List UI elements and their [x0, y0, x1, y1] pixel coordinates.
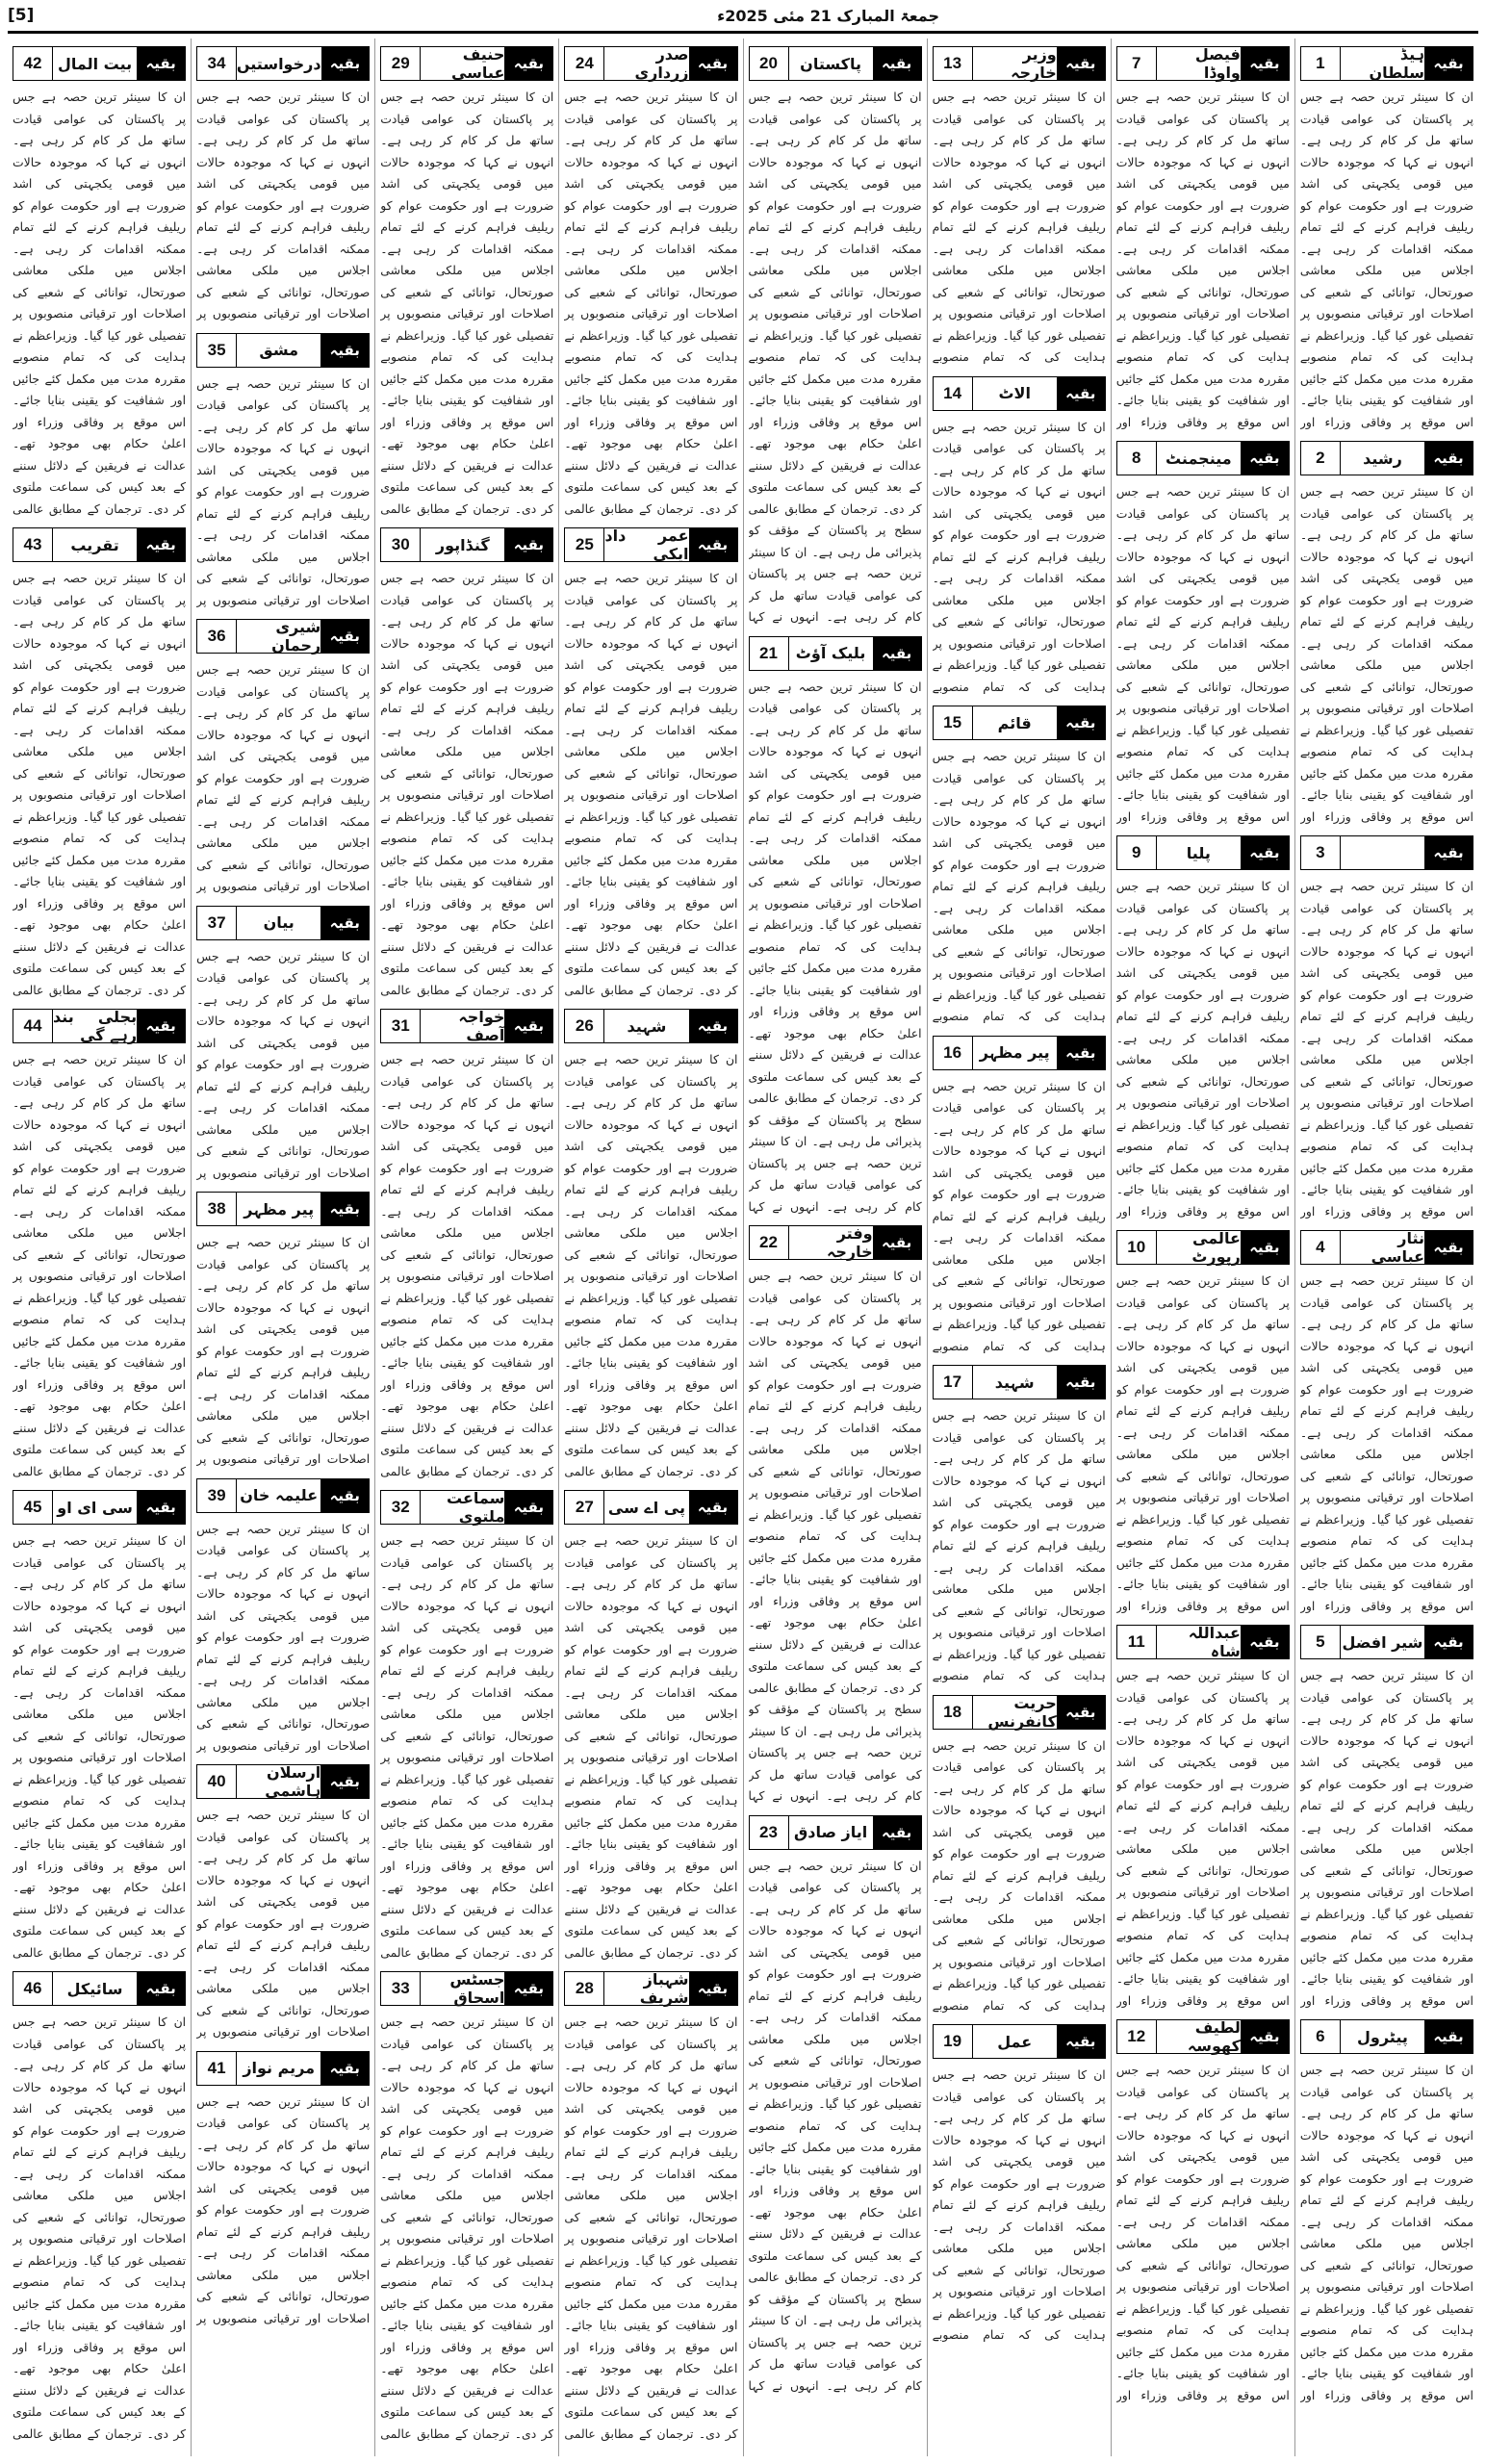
continuation-number: 12 — [1117, 2020, 1156, 2053]
article-body-text: ان کا سینئر ترین حصہ ہے جس پر پاکستان کی عوامی قیادت ساتھ مل کر کام کر رہی ہے۔ انہوں نے کہا کہ موجودہ حالات میں قومی یکجہتی کی اشد ضرورت ہے اور حکومت عوام کو ریلیف فراہم کرنے کے لئے تمام ممکنہ اقدامات کر رہی ہے۔ اجلاس میں ملکی معاشی صورتحال، توانائی کے شعبے کی اصلاحات اور ترقیاتی منصوبوں پر — [196, 1808, 371, 2039]
article-body-text: ان کا سینئر ترین حصہ ہے جس پر پاکستان کی عوامی قیادت ساتھ مل کر کام کر رہی ہے۔ انہوں نے کہا کہ موجودہ حالات میں قومی یکجہتی کی اشد ضرورت ہے اور حکومت عوام کو ریلیف فراہم کرنے کے لئے تمام ممکنہ اقدامات کر رہی ہے۔ اجلاس میں ملکی معاشی صورتحال، توانائی کے شعبے کی اصلاحات اور ترقیاتی منصوبوں پر تفصیلی غور کیا گیا۔ وزیراعظم نے ہدایت کی کہ تمام منصوبے — [932, 90, 1106, 364]
continuation-heading — [564, 46, 737, 81]
continuation-heading — [1300, 1625, 1473, 1659]
continuation-number: 30 — [381, 528, 420, 561]
continuation-number: 4 — [1301, 1231, 1340, 1264]
continuation-tag: بقیہ — [1424, 1231, 1473, 1264]
continuation-heading — [933, 46, 1106, 81]
continuation-heading — [13, 1971, 186, 2006]
continuation-number: 18 — [934, 1696, 972, 1729]
continuation-tag: بقیہ — [1241, 2020, 1289, 2053]
continuation-heading — [749, 636, 922, 671]
continuation-number: 34 — [197, 47, 236, 80]
continuation-heading — [13, 1009, 186, 1043]
continuation-title: جسٹس اسحاق — [420, 1972, 504, 2005]
article-body-text: ان کا سینئر ترین حصہ ہے جس پر پاکستان کی عوامی قیادت ساتھ مل کر کام کر رہی ہے۔ انہوں نے کہا کہ موجودہ حالات میں قومی یکجہتی کی اشد ضرورت ہے اور حکومت عوام کو ریلیف فراہم کرنے کے لئے تمام ممکنہ اقدامات کر رہی ہے۔ اجلاس میں ملکی معاشی صورتحال، توانائی کے شعبے کی اصلاحات اور ترقیاتی منصوبوں پر تفصیلی غور کیا گیا۔ وزیراعظم نے ہدایت کی کہ تمام منصوبے مقررہ مدت میں مکمل کئے جائیں اور شفافیت کو یقینی بنایا جائے۔ اس موقع پر وفاقی وزراء اور اعلیٰ حکام بھی موجود تھے۔ عدالت نے فریقین کے دلائل سننے کے بعد کیس کی سماعت ملتوی کر دی۔ ترجمان کے مطابق عالمی — [564, 571, 738, 997]
article-body-text: ان کا سینئر ترین حصہ ہے جس پر پاکستان کی عوامی قیادت ساتھ مل کر کام کر رہی ہے۔ انہوں نے کہا کہ موجودہ حالات میں قومی یکجہتی کی اشد ضرورت ہے اور حکومت عوام کو ریلیف فراہم کرنے کے لئے تمام ممکنہ اقدامات کر رہی ہے۔ اجلاس میں ملکی معاشی صورتحال، توانائی کے شعبے کی اصلاحات اور ترقیاتی منصوبوں پر — [196, 375, 371, 607]
continuation-tag: بقیہ — [137, 47, 185, 80]
continuation-tag: بقیہ — [320, 1193, 369, 1225]
continuation-number: 19 — [934, 2025, 972, 2058]
continuation-heading — [196, 46, 370, 81]
issue-date: جمعۃ المبارک 21 مئی 2025ء — [717, 6, 939, 25]
continuation-tag: بقیہ — [504, 1491, 552, 1524]
continuation-heading — [13, 46, 186, 81]
article-body-text: ان کا سینئر ترین حصہ ہے جس پر پاکستان کی عوامی قیادت ساتھ مل کر کام کر رہی ہے۔ انہوں نے کہا کہ موجودہ حالات میں قومی یکجہتی کی اشد ضرورت ہے اور حکومت عوام کو ریلیف فراہم کرنے کے لئے تمام ممکنہ اقدامات کر رہی ہے۔ اجلاس میں ملکی معاشی صورتحال، توانائی کے شعبے کی اصلاحات اور ترقیاتی منصوبوں پر — [196, 2093, 371, 2325]
continuation-tag: بقیہ — [1241, 1231, 1289, 1264]
article-body-text: ان کا سینئر ترین حصہ ہے جس پر پاکستان کی عوامی قیادت ساتھ مل کر کام کر رہی ہے۔ انہوں نے کہا کہ موجودہ حالات میں قومی یکجہتی کی اشد ضرورت ہے اور حکومت عوام کو ریلیف فراہم کرنے کے لئے تمام ممکنہ اقدامات کر رہی ہے۔ اجلاس میں ملکی معاشی صورتحال، توانائی کے شعبے کی اصلاحات اور ترقیاتی منصوبوں پر تفصیلی غور کیا گیا۔ وزیراعظم نے ہدایت کی کہ تمام منصوبے مقررہ مدت میں مکمل کئے جائیں اور شفافیت کو یقینی بنایا جائے۔ اس موقع پر وفاقی وزراء اور — [1299, 1668, 1473, 2008]
continuation-title: سماعت ملتوی — [420, 1491, 504, 1524]
continuation-number: 27 — [565, 1491, 603, 1524]
continuation-heading — [1300, 46, 1473, 81]
continuation-number: 24 — [565, 47, 603, 80]
article-body-text: ان کا سینئر ترین حصہ ہے جس پر پاکستان کی عوامی قیادت ساتھ مل کر کام کر رہی ہے۔ انہوں نے کہا کہ موجودہ حالات میں قومی یکجہتی کی اشد ضرورت ہے اور حکومت عوام کو ریلیف فراہم کرنے کے لئے تمام ممکنہ اقدامات کر رہی ہے۔ اجلاس میں ملکی معاشی صورتحال، توانائی کے شعبے کی اصلاحات اور ترقیاتی منصوبوں پر تفصیلی غور کیا گیا۔ وزیراعظم نے ہدایت کی کہ تمام منصوبے مقررہ مدت میں مکمل کئے جائیں اور شفافیت کو یقینی بنایا جائے۔ اس موقع پر وفاقی وزراء اور — [1115, 90, 1290, 429]
page-header — [8, 4, 1478, 27]
continuation-number: 44 — [13, 1010, 52, 1042]
continuation-heading — [1300, 835, 1473, 870]
article-body-text: ان کا سینئر ترین حصہ ہے جس پر پاکستان کی عوامی قیادت ساتھ مل کر کام کر رہی ہے۔ انہوں نے کہا کہ موجودہ حالات میں قومی یکجہتی کی اشد ضرورت ہے اور حکومت عوام کو ریلیف فراہم کرنے کے لئے تمام ممکنہ اقدامات کر رہی ہے۔ اجلاس میں ملکی معاشی صورتحال، توانائی کے شعبے کی اصلاحات اور ترقیاتی منصوبوں پر تفصیلی غور کیا گیا۔ وزیراعظم نے ہدایت کی کہ تمام منصوبے مقررہ مدت میں مکمل کئے جائیں اور شفافیت کو یقینی بنایا جائے۔ اس موقع پر وفاقی وزراء اور اعلیٰ حکام بھی موجود تھے۔ عدالت نے فریقین کے دلائل سننے کے بعد کیس کی سماعت ملتوی کر دی۔ ترجمان کے مطابق عالمی سطح پر پاکستان کے مؤقف کو پذیرائی مل رہی ہے۔ ان کا سینئر ترین حصہ ہے جس پر پاکستان کی عوامی قیادت ساتھ مل کر کام کر رہی ہے۔ انہوں نے کہا — [748, 90, 922, 624]
continuation-title: ایاز صادق — [788, 1816, 873, 1849]
continuation-title: خواجہ آصف — [420, 1010, 504, 1042]
continuation-number: 33 — [381, 1972, 420, 2005]
continuation-title: حریت کانفرنس — [972, 1696, 1057, 1729]
continuation-title: عبداللہ شاہ — [1156, 1626, 1241, 1658]
continuation-tag: بقیہ — [1241, 442, 1289, 475]
continuation-tag: بقیہ — [137, 1010, 185, 1042]
article-body-text: ان کا سینئر ترین حصہ ہے جس پر پاکستان کی عوامی قیادت ساتھ مل کر کام کر رہی ہے۔ انہوں نے کہا کہ موجودہ حالات میں قومی یکجہتی کی اشد ضرورت ہے اور حکومت عوام کو ریلیف فراہم کرنے کے لئے تمام ممکنہ اقدامات کر رہی ہے۔ اجلاس میں ملکی معاشی صورتحال، توانائی کے شعبے کی اصلاحات اور ترقیاتی منصوبوں پر تفصیلی غور کیا گیا۔ وزیراعظم نے ہدایت کی کہ تمام منصوبے مقررہ مدت میں مکمل کئے جائیں اور شفافیت کو یقینی بنایا جائے۔ اس موقع پر وفاقی وزراء اور — [1299, 484, 1473, 824]
continuation-title: بیت المال — [52, 47, 137, 80]
continuation-heading — [1300, 1230, 1473, 1265]
continuation-heading — [1116, 46, 1290, 81]
article-body-text: ان کا سینئر ترین حصہ ہے جس پر پاکستان کی عوامی قیادت ساتھ مل کر کام کر رہی ہے۔ انہوں نے کہا کہ موجودہ حالات میں قومی یکجہتی کی اشد ضرورت ہے اور حکومت عوام کو ریلیف فراہم کرنے کے لئے تمام ممکنہ اقدامات کر رہی ہے۔ اجلاس میں ملکی معاشی صورتحال، توانائی کے شعبے کی اصلاحات اور ترقیاتی منصوبوں پر تفصیلی غور کیا گیا۔ وزیراعظم نے ہدایت کی کہ تمام منصوبے مقررہ مدت میں مکمل کئے جائیں اور شفافیت کو یقینی بنایا جائے۔ اس موقع پر وفاقی وزراء اور اعلیٰ حکام بھی موجود تھے۔ عدالت نے فریقین کے دلائل سننے کے بعد کیس کی سماعت ملتوی کر دی۔ ترجمان کے مطابق عالمی — [564, 1052, 738, 1478]
continuation-number: 2 — [1301, 442, 1340, 475]
continuation-tag: بقیہ — [1241, 836, 1289, 869]
article-body-text: ان کا سینئر ترین حصہ ہے جس پر پاکستان کی عوامی قیادت ساتھ مل کر کام کر رہی ہے۔ انہوں نے کہا کہ موجودہ حالات میں قومی یکجہتی کی اشد ضرورت ہے اور حکومت عوام کو ریلیف فراہم کرنے کے لئے تمام ممکنہ اقدامات کر رہی ہے۔ اجلاس میں ملکی معاشی صورتحال، توانائی کے شعبے کی اصلاحات اور ترقیاتی منصوبوں پر تفصیلی غور کیا گیا۔ وزیراعظم نے ہدایت کی کہ تمام منصوبے — [932, 1737, 1106, 2013]
article-body-text: ان کا سینئر ترین حصہ ہے جس پر پاکستان کی عوامی قیادت ساتھ مل کر کام کر رہی ہے۔ انہوں نے کہا کہ موجودہ حالات میں قومی یکجہتی کی اشد ضرورت ہے اور حکومت عوام کو ریلیف فراہم کرنے کے لئے تمام ممکنہ اقدامات کر رہی ہے۔ اجلاس میں ملکی معاشی صورتحال، توانائی کے شعبے کی اصلاحات اور ترقیاتی منصوبوں پر تفصیلی غور کیا گیا۔ وزیراعظم نے ہدایت کی کہ تمام منصوبے مقررہ مدت میں مکمل کئے جائیں اور شفافیت کو یقینی بنایا جائے۔ اس موقع پر وفاقی وزراء اور اعلیٰ حکام بھی موجود تھے۔ عدالت نے فریقین کے دلائل سننے کے بعد کیس کی سماعت ملتوی کر دی۔ ترجمان کے مطابق عالمی — [564, 2015, 738, 2441]
continuation-tag: بقیہ — [689, 1010, 737, 1042]
article-body-text: ان کا سینئر ترین حصہ ہے جس پر پاکستان کی عوامی قیادت ساتھ مل کر کام کر رہی ہے۔ انہوں نے کہا کہ موجودہ حالات میں قومی یکجہتی کی اشد ضرورت ہے اور حکومت عوام کو ریلیف فراہم کرنے کے لئے تمام ممکنہ اقدامات کر رہی ہے۔ اجلاس میں ملکی معاشی صورتحال، توانائی کے شعبے کی اصلاحات اور ترقیاتی منصوبوں پر تفصیلی غور کیا گیا۔ وزیراعظم نے ہدایت کی کہ تمام منصوبے مقررہ مدت میں مکمل کئے جائیں اور شفافیت کو یقینی بنایا جائے۔ اس موقع پر وفاقی وزراء اور اعلیٰ حکام بھی موجود تھے۔ عدالت نے فریقین کے دلائل سننے کے بعد کیس کی سماعت ملتوی کر دی۔ ترجمان کے مطابق عالمی — [13, 90, 187, 516]
article-body-text: ان کا سینئر ترین حصہ ہے جس پر پاکستان کی عوامی قیادت ساتھ مل کر کام کر رہی ہے۔ انہوں نے کہا کہ موجودہ حالات میں قومی یکجہتی کی اشد ضرورت ہے اور حکومت عوام کو ریلیف فراہم کرنے کے لئے تمام ممکنہ اقدامات کر رہی ہے۔ اجلاس میں ملکی معاشی صورتحال، توانائی کے شعبے کی اصلاحات اور ترقیاتی منصوبوں پر تفصیلی غور کیا گیا۔ وزیراعظم نے ہدایت کی کہ تمام منصوبے — [932, 2067, 1106, 2342]
continuation-heading — [564, 1971, 737, 2006]
continuation-number: 46 — [13, 1972, 52, 2005]
continuation-title: پیر مظہر — [972, 1037, 1057, 1069]
article-body-text: ان کا سینئر ترین حصہ ہے جس پر پاکستان کی عوامی قیادت ساتھ مل کر کام کر رہی ہے۔ انہوں نے کہا کہ موجودہ حالات میں قومی یکجہتی کی اشد ضرورت ہے اور حکومت عوام کو ریلیف فراہم کرنے کے لئے تمام ممکنہ اقدامات کر رہی ہے۔ اجلاس میں ملکی معاشی صورتحال، توانائی کے شعبے کی اصلاحات اور ترقیاتی منصوبوں پر تفصیلی غور کیا گیا۔ وزیراعظم نے ہدایت کی کہ تمام منصوبے مقررہ مدت میں مکمل کئے جائیں اور شفافیت کو یقینی بنایا جائے۔ اس موقع پر وفاقی وزراء اور اعلیٰ حکام بھی موجود تھے۔ عدالت نے فریقین کے دلائل سننے کے بعد کیس کی سماعت ملتوی کر دی۔ ترجمان کے مطابق عالمی — [380, 2015, 554, 2441]
continuation-title: پلیا — [1156, 836, 1241, 869]
continuation-tag: بقیہ — [1057, 706, 1105, 739]
continuation-title: عمر داد ایکی — [604, 526, 689, 563]
continuation-title: لطیف کھوسہ — [1156, 2020, 1241, 2053]
continuation-number: 3 — [1301, 836, 1340, 869]
continuation-number: 14 — [934, 377, 972, 410]
continuation-number: 26 — [565, 1010, 603, 1042]
continuation-tag: بقیہ — [1057, 1366, 1105, 1399]
columns-container — [8, 38, 1478, 2456]
continuation-title: بیان — [236, 907, 320, 939]
continuation-heading — [1116, 2019, 1290, 2054]
article-body-text: ان کا سینئر ترین حصہ ہے جس پر پاکستان کی عوامی قیادت ساتھ مل کر کام کر رہی ہے۔ انہوں نے کہا کہ موجودہ حالات میں قومی یکجہتی کی اشد ضرورت ہے اور حکومت عوام کو ریلیف فراہم کرنے کے لئے تمام ممکنہ اقدامات کر رہی ہے۔ اجلاس میں ملکی معاشی صورتحال، توانائی کے شعبے کی اصلاحات اور ترقیاتی منصوبوں پر تفصیلی غور کیا گیا۔ وزیراعظم نے ہدایت کی کہ تمام منصوبے مقررہ مدت میں مکمل کئے جائیں اور شفافیت کو یقینی بنایا جائے۔ اس موقع پر وفاقی وزراء اور اعلیٰ حکام بھی موجود تھے۔ عدالت نے فریقین کے دلائل سننے کے بعد کیس کی سماعت ملتوی کر دی۔ ترجمان کے مطابق عالمی — [564, 1533, 738, 1960]
continuation-heading — [196, 1764, 370, 1799]
article-body-text: ان کا سینئر ترین حصہ ہے جس پر پاکستان کی عوامی قیادت ساتھ مل کر کام کر رہی ہے۔ انہوں نے کہا کہ موجودہ حالات میں قومی یکجہتی کی اشد ضرورت ہے اور حکومت عوام کو ریلیف فراہم کرنے کے لئے تمام ممکنہ اقدامات کر رہی ہے۔ اجلاس میں ملکی معاشی صورتحال، توانائی کے شعبے کی اصلاحات اور ترقیاتی منصوبوں پر تفصیلی غور کیا گیا۔ وزیراعظم نے ہدایت کی کہ تمام منصوبے مقررہ مدت میں مکمل کئے جائیں اور شفافیت کو یقینی بنایا جائے۔ اس موقع پر وفاقی وزراء اور — [1115, 1273, 1290, 1613]
continuation-number: 15 — [934, 706, 972, 739]
continuation-title: پیر مظہر — [236, 1193, 320, 1225]
article-body-text: ان کا سینئر ترین حصہ ہے جس پر پاکستان کی عوامی قیادت ساتھ مل کر کام کر رہی ہے۔ انہوں نے کہا کہ موجودہ حالات میں قومی یکجہتی کی اشد ضرورت ہے اور حکومت عوام کو ریلیف فراہم کرنے کے لئے تمام ممکنہ اقدامات کر رہی ہے۔ اجلاس میں ملکی معاشی صورتحال، توانائی کے شعبے کی اصلاحات اور ترقیاتی منصوبوں پر تفصیلی غور کیا گیا۔ وزیراعظم نے ہدایت کی کہ تمام منصوبے مقررہ مدت میں مکمل کئے جائیں اور شفافیت کو یقینی بنایا جائے۔ اس موقع پر وفاقی وزراء اور اعلیٰ حکام بھی موجود تھے۔ عدالت نے فریقین کے دلائل سننے کے بعد کیس کی سماعت ملتوی کر دی۔ ترجمان کے مطابق عالمی — [380, 1533, 554, 1960]
continuation-title: بلیک آؤٹ — [788, 637, 873, 670]
article-body-text: ان کا سینئر ترین حصہ ہے جس پر پاکستان کی عوامی قیادت ساتھ مل کر کام کر رہی ہے۔ انہوں نے کہا کہ موجودہ حالات میں قومی یکجہتی کی اشد ضرورت ہے اور حکومت عوام کو ریلیف فراہم کرنے کے لئے تمام ممکنہ اقدامات کر رہی ہے۔ اجلاس میں ملکی معاشی صورتحال، توانائی کے شعبے کی اصلاحات اور ترقیاتی منصوبوں پر تفصیلی غور کیا گیا۔ وزیراعظم نے ہدایت کی کہ تمام منصوبے مقررہ مدت میں مکمل کئے جائیں اور شفافیت کو یقینی بنایا جائے۔ اس موقع پر وفاقی وزراء اور اعلیٰ حکام بھی موجود تھے۔ عدالت نے فریقین کے دلائل سننے کے بعد کیس کی سماعت ملتوی کر دی۔ ترجمان کے مطابق عالمی — [13, 1533, 187, 1960]
article-body-text: ان کا سینئر ترین حصہ ہے جس پر پاکستان کی عوامی قیادت ساتھ مل کر کام کر رہی ہے۔ انہوں نے کہا کہ موجودہ حالات میں قومی یکجہتی کی اشد ضرورت ہے اور حکومت عوام کو ریلیف فراہم کرنے کے لئے تمام ممکنہ اقدامات کر رہی ہے۔ اجلاس میں ملکی معاشی صورتحال، توانائی کے شعبے کی اصلاحات اور ترقیاتی منصوبوں پر — [196, 1235, 371, 1466]
continuation-heading — [933, 1695, 1106, 1730]
article-body-text: ان کا سینئر ترین حصہ ہے جس پر پاکستان کی عوامی قیادت ساتھ مل کر کام کر رہی ہے۔ انہوں نے کہا کہ موجودہ حالات میں قومی یکجہتی کی اشد ضرورت ہے اور حکومت عوام کو ریلیف فراہم کرنے کے لئے تمام ممکنہ اقدامات کر رہی ہے۔ اجلاس میں ملکی معاشی صورتحال، توانائی کے شعبے کی اصلاحات اور ترقیاتی منصوبوں پر تفصیلی غور کیا گیا۔ وزیراعظم نے ہدایت کی کہ تمام منصوبے — [932, 1078, 1106, 1353]
continuation-heading — [196, 906, 370, 940]
continuation-tag: بقیہ — [320, 620, 369, 653]
continuation-heading — [13, 527, 186, 562]
continuation-heading — [196, 619, 370, 654]
continuation-tag: بقیہ — [689, 1972, 737, 2005]
continuation-title: علیمہ خان — [236, 1479, 320, 1512]
continuation-title: ہیڈ سلطان — [1340, 47, 1424, 80]
continuation-title: نثار عباسی — [1340, 1231, 1424, 1264]
continuation-tag: بقیہ — [1241, 1626, 1289, 1658]
news-column — [191, 38, 374, 2456]
continuation-tag: بقیہ — [1424, 2020, 1473, 2053]
article-body-text: ان کا سینئر ترین حصہ ہے جس پر پاکستان کی عوامی قیادت ساتھ مل کر کام کر رہی ہے۔ انہوں نے کہا کہ موجودہ حالات میں قومی یکجہتی کی اشد ضرورت ہے اور حکومت عوام کو ریلیف فراہم کرنے کے لئے تمام ممکنہ اقدامات کر رہی ہے۔ اجلاس میں ملکی معاشی صورتحال، توانائی کے شعبے کی اصلاحات اور ترقیاتی منصوبوں پر — [196, 1521, 371, 1753]
article-body-text: ان کا سینئر ترین حصہ ہے جس پر پاکستان کی عوامی قیادت ساتھ مل کر کام کر رہی ہے۔ انہوں نے کہا کہ موجودہ حالات میں قومی یکجہتی کی اشد ضرورت ہے اور حکومت عوام کو ریلیف فراہم کرنے کے لئے تمام ممکنہ اقدامات کر رہی ہے۔ اجلاس میں ملکی معاشی صورتحال، توانائی کے شعبے کی اصلاحات اور ترقیاتی منصوبوں پر — [196, 948, 371, 1180]
continuation-tag: بقیہ — [689, 528, 737, 561]
article-body-text: ان کا سینئر ترین حصہ ہے جس پر پاکستان کی عوامی قیادت ساتھ مل کر کام کر رہی ہے۔ انہوں نے کہا کہ موجودہ حالات میں قومی یکجہتی کی اشد ضرورت ہے اور حکومت عوام کو ریلیف فراہم کرنے کے لئے تمام ممکنہ اقدامات کر رہی ہے۔ اجلاس میں ملکی معاشی صورتحال، توانائی کے شعبے کی اصلاحات اور ترقیاتی منصوبوں پر تفصیلی غور کیا گیا۔ وزیراعظم نے ہدایت کی کہ تمام منصوبے مقررہ مدت میں مکمل کئے جائیں اور شفافیت کو یقینی بنایا جائے۔ اس موقع پر وفاقی وزراء اور اعلیٰ حکام بھی موجود تھے۔ عدالت نے فریقین کے دلائل سننے کے بعد کیس کی سماعت ملتوی کر دی۔ ترجمان کے مطابق عالمی سطح پر پاکستان کے مؤقف کو پذیرائی مل رہی ہے۔ ان کا سینئر ترین حصہ ہے جس پر پاکستان کی عوامی قیادت ساتھ مل کر کام کر رہی ہے۔ انہوں نے کہا — [748, 1269, 922, 1803]
continuation-tag: بقیہ — [137, 1972, 185, 2005]
continuation-heading — [564, 1009, 737, 1043]
continuation-tag: بقیہ — [873, 1816, 921, 1849]
continuation-number: 40 — [197, 1765, 236, 1798]
continuation-heading — [380, 1971, 553, 2006]
continuation-tag: بقیہ — [1424, 836, 1473, 869]
continuation-heading — [749, 1815, 922, 1850]
continuation-number: 36 — [197, 620, 236, 653]
continuation-number: 13 — [934, 47, 972, 80]
continuation-heading — [749, 46, 922, 81]
news-column — [558, 38, 742, 2456]
continuation-heading — [933, 376, 1106, 411]
continuation-title: وزیر خارجہ — [972, 47, 1057, 80]
article-body-text: ان کا سینئر ترین حصہ ہے جس پر پاکستان کی عوامی قیادت ساتھ مل کر کام کر رہی ہے۔ انہوں نے کہا کہ موجودہ حالات میں قومی یکجہتی کی اشد ضرورت ہے اور حکومت عوام کو ریلیف فراہم کرنے کے لئے تمام ممکنہ اقدامات کر رہی ہے۔ اجلاس میں ملکی معاشی صورتحال، توانائی کے شعبے کی اصلاحات اور ترقیاتی منصوبوں پر تفصیلی غور کیا گیا۔ وزیراعظم نے ہدایت کی کہ تمام منصوبے مقررہ مدت میں مکمل کئے جائیں اور شفافیت کو یقینی بنایا جائے۔ اس موقع پر وفاقی وزراء اور اعلیٰ حکام بھی موجود تھے۔ عدالت نے فریقین کے دلائل سننے کے بعد کیس کی سماعت ملتوی کر دی۔ ترجمان کے مطابق عالمی — [380, 1052, 554, 1478]
continuation-tag: بقیہ — [1057, 1037, 1105, 1069]
continuation-title: شہید — [603, 1010, 688, 1042]
continuation-title: سائیکل — [52, 1972, 137, 2005]
article-body-text: ان کا سینئر ترین حصہ ہے جس پر پاکستان کی عوامی قیادت ساتھ مل کر کام کر رہی ہے۔ انہوں نے کہا کہ موجودہ حالات میں قومی یکجہتی کی اشد ضرورت ہے اور حکومت عوام کو ریلیف فراہم کرنے کے لئے تمام ممکنہ اقدامات کر رہی ہے۔ اجلاس میں ملکی معاشی صورتحال، توانائی کے شعبے کی اصلاحات اور ترقیاتی منصوبوں پر تفصیلی غور کیا گیا۔ وزیراعظم نے ہدایت کی کہ تمام منصوبے مقررہ مدت میں مکمل کئے جائیں اور شفافیت کو یقینی بنایا جائے۔ اس موقع پر وفاقی وزراء اور اعلیٰ حکام بھی موجود تھے۔ عدالت نے فریقین کے دلائل سننے کے بعد کیس کی سماعت ملتوی کر دی۔ ترجمان کے مطابق عالمی — [380, 90, 554, 516]
article-body-text: ان کا سینئر ترین حصہ ہے جس پر پاکستان کی عوامی قیادت ساتھ مل کر کام کر رہی ہے۔ انہوں نے کہا کہ موجودہ حالات میں قومی یکجہتی کی اشد ضرورت ہے اور حکومت عوام کو ریلیف فراہم کرنے کے لئے تمام ممکنہ اقدامات کر رہی ہے۔ اجلاس میں ملکی معاشی صورتحال، توانائی کے شعبے کی اصلاحات اور ترقیاتی منصوبوں پر تفصیلی غور کیا گیا۔ وزیراعظم نے ہدایت کی کہ تمام منصوبے مقررہ مدت میں مکمل کئے جائیں اور شفافیت کو یقینی بنایا جائے۔ اس موقع پر وفاقی وزراء اور اعلیٰ حکام بھی موجود تھے۔ عدالت نے فریقین کے دلائل سننے کے بعد کیس کی سماعت ملتوی کر دی۔ ترجمان کے مطابق عالمی — [380, 571, 554, 997]
article-body-text: ان کا سینئر ترین حصہ ہے جس پر پاکستان کی عوامی قیادت ساتھ مل کر کام کر رہی ہے۔ انہوں نے کہا کہ موجودہ حالات میں قومی یکجہتی کی اشد ضرورت ہے اور حکومت عوام کو ریلیف فراہم کرنے کے لئے تمام ممکنہ اقدامات کر رہی ہے۔ اجلاس میں ملکی معاشی صورتحال، توانائی کے شعبے کی اصلاحات اور ترقیاتی منصوبوں پر تفصیلی غور کیا گیا۔ وزیراعظم نے ہدایت کی کہ تمام منصوبے مقررہ مدت میں مکمل کئے جائیں اور شفافیت کو یقینی بنایا جائے۔ اس موقع پر وفاقی وزراء اور — [1115, 1668, 1290, 2008]
news-column — [374, 38, 558, 2456]
continuation-title: شہید — [972, 1366, 1057, 1399]
continuation-tag: بقیہ — [320, 907, 369, 939]
continuation-number: 23 — [750, 1816, 788, 1849]
continuation-number: 1 — [1301, 47, 1340, 80]
continuation-number: 7 — [1117, 47, 1156, 80]
continuation-title: درخواستیں — [236, 47, 321, 80]
continuation-number: 29 — [381, 47, 420, 80]
continuation-heading — [1116, 441, 1290, 475]
continuation-title: تقریب — [52, 528, 137, 561]
continuation-number: 41 — [197, 2052, 236, 2085]
article-body-text: ان کا سینئر ترین حصہ ہے جس پر پاکستان کی عوامی قیادت ساتھ مل کر کام کر رہی ہے۔ انہوں نے کہا کہ موجودہ حالات میں قومی یکجہتی کی اشد ضرورت ہے اور حکومت عوام کو ریلیف فراہم کرنے کے لئے تمام ممکنہ اقدامات کر رہی ہے۔ اجلاس میں ملکی معاشی صورتحال، توانائی کے شعبے کی اصلاحات اور ترقیاتی منصوبوں پر تفصیلی غور کیا گیا۔ وزیراعظم نے ہدایت کی کہ تمام منصوبے مقررہ مدت میں مکمل کئے جائیں اور شفافیت کو یقینی بنایا جائے۔ اس موقع پر وفاقی وزراء اور اعلیٰ حکام بھی موجود تھے۔ عدالت نے فریقین کے دلائل سننے کے بعد کیس کی سماعت ملتوی کر دی۔ ترجمان کے مطابق عالمی — [13, 2015, 187, 2441]
continuation-title: شیر افضل — [1340, 1626, 1424, 1658]
continuation-tag: بقیہ — [504, 528, 552, 561]
continuation-heading — [196, 1192, 370, 1226]
continuation-title: عمل — [972, 2025, 1057, 2058]
continuation-tag: بقیہ — [873, 637, 921, 670]
continuation-title: سی ای او — [52, 1491, 137, 1524]
continuation-heading — [1116, 835, 1290, 870]
news-column — [1294, 38, 1478, 2456]
continuation-heading — [13, 1490, 186, 1525]
continuation-number: 25 — [565, 528, 603, 561]
continuation-number: 17 — [934, 1366, 972, 1399]
continuation-title: صدر زرداری — [603, 47, 688, 80]
continuation-title: گنڈاپور — [420, 528, 504, 561]
article-body-text: ان کا سینئر ترین حصہ ہے جس پر پاکستان کی عوامی قیادت ساتھ مل کر کام کر رہی ہے۔ انہوں نے کہا کہ موجودہ حالات میں قومی یکجہتی کی اشد ضرورت ہے اور حکومت عوام کو ریلیف فراہم کرنے کے لئے تمام ممکنہ اقدامات کر رہی ہے۔ اجلاس میں ملکی معاشی صورتحال، توانائی کے شعبے کی اصلاحات اور ترقیاتی منصوبوں پر تفصیلی غور کیا گیا۔ وزیراعظم نے ہدایت کی کہ تمام منصوبے مقررہ مدت میں مکمل کئے جائیں اور شفافیت کو یقینی بنایا جائے۔ اس موقع پر وفاقی وزراء اور اعلیٰ حکام بھی موجود تھے۔ عدالت نے فریقین کے دلائل سننے کے بعد کیس کی سماعت ملتوی کر دی۔ ترجمان کے مطابق عالمی سطح پر پاکستان کے مؤقف کو پذیرائی مل رہی ہے۔ ان کا سینئر ترین حصہ ہے جس پر پاکستان کی عوامی قیادت ساتھ مل کر کام کر رہی ہے۔ انہوں نے کہا — [748, 679, 922, 1214]
continuation-tag: بقیہ — [873, 47, 921, 80]
continuation-number: 6 — [1301, 2020, 1340, 2053]
continuation-number: 43 — [13, 528, 52, 561]
continuation-heading — [933, 1036, 1106, 1070]
continuation-number: 42 — [13, 47, 52, 80]
article-body-text: ان کا سینئر ترین حصہ ہے جس پر پاکستان کی عوامی قیادت ساتھ مل کر کام کر رہی ہے۔ انہوں نے کہا کہ موجودہ حالات میں قومی یکجہتی کی اشد ضرورت ہے اور حکومت عوام کو ریلیف فراہم کرنے کے لئے تمام ممکنہ اقدامات کر رہی ہے۔ اجلاس میں ملکی معاشی صورتحال، توانائی کے شعبے کی اصلاحات اور ترقیاتی منصوبوں پر تفصیلی غور کیا گیا۔ وزیراعظم نے ہدایت کی کہ تمام منصوبے مقررہ مدت میں مکمل کئے جائیں اور شفافیت کو یقینی بنایا جائے۔ اس موقع پر وفاقی وزراء اور — [1115, 484, 1290, 824]
continuation-title: پی اے سی — [603, 1491, 688, 1524]
continuation-heading — [380, 1490, 553, 1525]
continuation-tag: بقیہ — [1057, 47, 1105, 80]
continuation-heading — [380, 46, 553, 81]
news-column — [927, 38, 1111, 2456]
continuation-tag: بقیہ — [320, 334, 369, 367]
continuation-heading — [196, 1478, 370, 1513]
continuation-heading — [1300, 441, 1473, 475]
continuation-tag: بقیہ — [1241, 47, 1289, 80]
continuation-heading — [1116, 1230, 1290, 1265]
article-body-text: ان کا سینئر ترین حصہ ہے جس پر پاکستان کی عوامی قیادت ساتھ مل کر کام کر رہی ہے۔ انہوں نے کہا کہ موجودہ حالات میں قومی یکجہتی کی اشد ضرورت ہے اور حکومت عوام کو ریلیف فراہم کرنے کے لئے تمام ممکنہ اقدامات کر رہی ہے۔ اجلاس میں ملکی معاشی صورتحال، توانائی کے شعبے کی اصلاحات اور ترقیاتی منصوبوں پر تفصیلی غور کیا گیا۔ وزیراعظم نے ہدایت کی کہ تمام منصوبے مقررہ مدت میں مکمل کئے جائیں اور شفافیت کو یقینی بنایا جائے۔ اس موقع پر وفاقی وزراء اور — [1115, 2063, 1290, 2402]
continuation-tag: بقیہ — [504, 47, 552, 80]
continuation-tag: بقیہ — [321, 47, 370, 80]
continuation-title: بجلی بند رہے گی — [53, 1008, 138, 1044]
continuation-tag: بقیہ — [1057, 1696, 1105, 1729]
continuation-tag: بقیہ — [137, 528, 185, 561]
continuation-heading — [196, 2051, 370, 2086]
continuation-title: عالمی رپورٹ — [1156, 1231, 1241, 1264]
continuation-tag: بقیہ — [504, 1972, 552, 2005]
continuation-number: 5 — [1301, 1626, 1340, 1658]
continuation-tag: بقیہ — [137, 1491, 185, 1524]
continuation-number: 21 — [750, 637, 788, 670]
continuation-heading — [1300, 2019, 1473, 2054]
continuation-tag: بقیہ — [689, 1491, 737, 1524]
continuation-title: مریم نواز — [236, 2052, 320, 2085]
continuation-number: 38 — [197, 1193, 236, 1225]
continuation-heading — [933, 1365, 1106, 1399]
continuation-heading — [196, 333, 370, 368]
continuation-number: 32 — [381, 1491, 420, 1524]
article-body-text: ان کا سینئر ترین حصہ ہے جس پر پاکستان کی عوامی قیادت ساتھ مل کر کام کر رہی ہے۔ انہوں نے کہا کہ موجودہ حالات میں قومی یکجہتی کی اشد ضرورت ہے اور حکومت عوام کو ریلیف فراہم کرنے کے لئے تمام ممکنہ اقدامات کر رہی ہے۔ اجلاس میں ملکی معاشی صورتحال، توانائی کے شعبے کی اصلاحات اور ترقیاتی منصوبوں پر تفصیلی غور کیا گیا۔ وزیراعظم نے ہدایت کی کہ تمام منصوبے مقررہ مدت میں مکمل کئے جائیں اور شفافیت کو یقینی بنایا جائے۔ اس موقع پر وفاقی وزراء اور — [1299, 1273, 1473, 1613]
article-body-text: ان کا سینئر ترین حصہ ہے جس پر پاکستان کی عوامی قیادت ساتھ مل کر کام کر رہی ہے۔ انہوں نے کہا کہ موجودہ حالات میں قومی یکجہتی کی اشد ضرورت ہے اور حکومت عوام کو ریلیف فراہم کرنے کے لئے تمام ممکنہ اقدامات کر رہی ہے۔ اجلاس میں ملکی معاشی صورتحال، توانائی کے شعبے کی اصلاحات اور ترقیاتی منصوبوں پر تفصیلی غور کیا گیا۔ وزیراعظم نے ہدایت کی کہ تمام منصوبے مقررہ مدت میں مکمل کئے جائیں اور شفافیت کو یقینی بنایا جائے۔ اس موقع پر وفاقی وزراء اور اعلیٰ حکام بھی موجود تھے۔ عدالت نے فریقین کے دلائل سننے کے بعد کیس کی سماعت ملتوی کر دی۔ ترجمان کے مطابق عالمی — [564, 90, 738, 516]
continuation-number: 28 — [565, 1972, 603, 2005]
continuation-title: شہباز شریف — [603, 1972, 688, 2005]
news-column — [8, 38, 191, 2456]
continuation-title: پیٹرول — [1340, 2020, 1424, 2053]
article-body-text: ان کا سینئر ترین حصہ ہے جس پر پاکستان کی عوامی قیادت ساتھ مل کر کام کر رہی ہے۔ انہوں نے کہا کہ موجودہ حالات میں قومی یکجہتی کی اشد ضرورت ہے اور حکومت عوام کو ریلیف فراہم کرنے کے لئے تمام ممکنہ اقدامات کر رہی ہے۔ اجلاس میں ملکی معاشی صورتحال، توانائی کے شعبے کی اصلاحات اور ترقیاتی منصوبوں پر تفصیلی غور کیا گیا۔ وزیراعظم نے ہدایت کی کہ تمام منصوبے مقررہ مدت میں مکمل کئے جائیں اور شفافیت کو یقینی بنایا جائے۔ اس موقع پر وفاقی وزراء اور — [1115, 879, 1290, 1219]
continuation-title: حنیف عباسی — [420, 47, 504, 80]
continuation-tag: بقیہ — [1057, 377, 1105, 410]
continuation-number: 37 — [197, 907, 236, 939]
continuation-number: 16 — [934, 1037, 972, 1069]
continuation-tag: بقیہ — [320, 1479, 369, 1512]
continuation-number: 9 — [1117, 836, 1156, 869]
article-body-text: ان کا سینئر ترین حصہ ہے جس پر پاکستان کی عوامی قیادت ساتھ مل کر کام کر رہی ہے۔ انہوں نے کہا کہ موجودہ حالات میں قومی یکجہتی کی اشد ضرورت ہے اور حکومت عوام کو ریلیف فراہم کرنے کے لئے تمام ممکنہ اقدامات کر رہی ہے۔ اجلاس میں ملکی معاشی صورتحال، توانائی کے شعبے کی اصلاحات اور ترقیاتی منصوبوں پر تفصیلی غور کیا گیا۔ وزیراعظم نے ہدایت کی کہ تمام منصوبے مقررہ مدت میں مکمل کئے جائیں اور شفافیت کو یقینی بنایا جائے۔ اس موقع پر وفاقی وزراء اور اعلیٰ حکام بھی موجود تھے۔ عدالت نے فریقین کے دلائل سننے کے بعد کیس کی سماعت ملتوی کر دی۔ ترجمان کے مطابق عالمی — [13, 1052, 187, 1478]
news-column — [1111, 38, 1294, 2456]
article-body-text: ان کا سینئر ترین حصہ ہے جس پر پاکستان کی عوامی قیادت ساتھ مل کر کام کر رہی ہے۔ انہوں نے کہا کہ موجودہ حالات میں قومی یکجہتی کی اشد ضرورت ہے اور حکومت عوام کو ریلیف فراہم کرنے کے لئے تمام ممکنہ اقدامات کر رہی ہے۔ اجلاس میں ملکی معاشی صورتحال، توانائی کے شعبے کی اصلاحات اور ترقیاتی منصوبوں پر — [196, 90, 371, 321]
continuation-number: 35 — [197, 334, 236, 367]
article-body-text: ان کا سینئر ترین حصہ ہے جس پر پاکستان کی عوامی قیادت ساتھ مل کر کام کر رہی ہے۔ انہوں نے کہا کہ موجودہ حالات میں قومی یکجہتی کی اشد ضرورت ہے اور حکومت عوام کو ریلیف فراہم کرنے کے لئے تمام ممکنہ اقدامات کر رہی ہے۔ اجلاس میں ملکی معاشی صورتحال، توانائی کے شعبے کی اصلاحات اور ترقیاتی منصوبوں پر تفصیلی غور کیا گیا۔ وزیراعظم نے ہدایت کی کہ تمام منصوبے مقررہ مدت میں مکمل کئے جائیں اور شفافیت کو یقینی بنایا جائے۔ اس موقع پر وفاقی وزراء اور — [1299, 90, 1473, 429]
continuation-number: 22 — [750, 1226, 788, 1259]
continuation-tag: بقیہ — [873, 1226, 921, 1259]
article-body-text: ان کا سینئر ترین حصہ ہے جس پر پاکستان کی عوامی قیادت ساتھ مل کر کام کر رہی ہے۔ انہوں نے کہا کہ موجودہ حالات میں قومی یکجہتی کی اشد ضرورت ہے اور حکومت عوام کو ریلیف فراہم کرنے کے لئے تمام ممکنہ اقدامات کر رہی ہے۔ اجلاس میں ملکی معاشی صورتحال، توانائی کے شعبے کی اصلاحات اور ترقیاتی منصوبوں پر تفصیلی غور کیا گیا۔ وزیراعظم نے ہدایت کی کہ تمام منصوبے مقررہ مدت میں مکمل کئے جائیں اور شفافیت کو یقینی بنایا جائے۔ اس موقع پر وفاقی وزراء اور — [1299, 879, 1473, 1219]
continuation-heading — [933, 706, 1106, 740]
continuation-tag: بقیہ — [1424, 47, 1473, 80]
article-body-text: ان کا سینئر ترین حصہ ہے جس پر پاکستان کی عوامی قیادت ساتھ مل کر کام کر رہی ہے۔ انہوں نے کہا کہ موجودہ حالات میں قومی یکجہتی کی اشد ضرورت ہے اور حکومت عوام کو ریلیف فراہم کرنے کے لئے تمام ممکنہ اقدامات کر رہی ہے۔ اجلاس میں ملکی معاشی صورتحال، توانائی کے شعبے کی اصلاحات اور ترقیاتی منصوبوں پر تفصیلی غور کیا گیا۔ وزیراعظم نے ہدایت کی کہ تمام منصوبے — [932, 1408, 1106, 1682]
continuation-number: 8 — [1117, 442, 1156, 475]
continuation-number: 31 — [381, 1010, 420, 1042]
continuation-number: 39 — [197, 1479, 236, 1512]
continuation-tag: بقیہ — [1424, 1626, 1473, 1658]
news-column — [743, 38, 927, 2456]
article-body-text: ان کا سینئر ترین حصہ ہے جس پر پاکستان کی عوامی قیادت ساتھ مل کر کام کر رہی ہے۔ انہوں نے کہا کہ موجودہ حالات میں قومی یکجہتی کی اشد ضرورت ہے اور حکومت عوام کو ریلیف فراہم کرنے کے لئے تمام ممکنہ اقدامات کر رہی ہے۔ اجلاس میں ملکی معاشی صورتحال، توانائی کے شعبے کی اصلاحات اور ترقیاتی منصوبوں پر — [196, 662, 371, 893]
continuation-tag: بقیہ — [1057, 2025, 1105, 2058]
article-body-text: ان کا سینئر ترین حصہ ہے جس پر پاکستان کی عوامی قیادت ساتھ مل کر کام کر رہی ہے۔ انہوں نے کہا کہ موجودہ حالات میں قومی یکجہتی کی اشد ضرورت ہے اور حکومت عوام کو ریلیف فراہم کرنے کے لئے تمام ممکنہ اقدامات کر رہی ہے۔ اجلاس میں ملکی معاشی صورتحال، توانائی کے شعبے کی اصلاحات اور ترقیاتی منصوبوں پر تفصیلی غور کیا گیا۔ وزیراعظم نے ہدایت کی کہ تمام منصوبے — [932, 749, 1106, 1023]
continuation-tag: بقیہ — [320, 2052, 369, 2085]
continuation-title: شیری رحمان — [236, 620, 320, 653]
article-body-text: ان کا سینئر ترین حصہ ہے جس پر پاکستان کی عوامی قیادت ساتھ مل کر کام کر رہی ہے۔ انہوں نے کہا کہ موجودہ حالات میں قومی یکجہتی کی اشد ضرورت ہے اور حکومت عوام کو ریلیف فراہم کرنے کے لئے تمام ممکنہ اقدامات کر رہی ہے۔ اجلاس میں ملکی معاشی صورتحال، توانائی کے شعبے کی اصلاحات اور ترقیاتی منصوبوں پر تفصیلی غور کیا گیا۔ وزیراعظم نے ہدایت کی کہ تمام منصوبے مقررہ مدت میں مکمل کئے جائیں اور شفافیت کو یقینی بنایا جائے۔ اس موقع پر وفاقی وزراء اور — [1299, 2063, 1473, 2402]
continuation-heading — [933, 2024, 1106, 2059]
continuation-number: 10 — [1117, 1231, 1156, 1264]
continuation-tag: بقیہ — [320, 1765, 369, 1798]
continuation-heading — [380, 1009, 553, 1043]
header-rule — [8, 31, 1478, 34]
article-body-text: ان کا سینئر ترین حصہ ہے جس پر پاکستان کی عوامی قیادت ساتھ مل کر کام کر رہی ہے۔ انہوں نے کہا کہ موجودہ حالات میں قومی یکجہتی کی اشد ضرورت ہے اور حکومت عوام کو ریلیف فراہم کرنے کے لئے تمام ممکنہ اقدامات کر رہی ہے۔ اجلاس میں ملکی معاشی صورتحال، توانائی کے شعبے کی اصلاحات اور ترقیاتی منصوبوں پر تفصیلی غور کیا گیا۔ وزیراعظم نے ہدایت کی کہ تمام منصوبے — [932, 419, 1106, 694]
continuation-title: ارسلان ہاشمی — [236, 1765, 320, 1798]
article-body-text: ان کا سینئر ترین حصہ ہے جس پر پاکستان کی عوامی قیادت ساتھ مل کر کام کر رہی ہے۔ انہوں نے کہا کہ موجودہ حالات میں قومی یکجہتی کی اشد ضرورت ہے اور حکومت عوام کو ریلیف فراہم کرنے کے لئے تمام ممکنہ اقدامات کر رہی ہے۔ اجلاس میں ملکی معاشی صورتحال، توانائی کے شعبے کی اصلاحات اور ترقیاتی منصوبوں پر تفصیلی غور کیا گیا۔ وزیراعظم نے ہدایت کی کہ تمام منصوبے مقررہ مدت میں مکمل کئے جائیں اور شفافیت کو یقینی بنایا جائے۔ اس موقع پر وفاقی وزراء اور اعلیٰ حکام بھی موجود تھے۔ عدالت نے فریقین کے دلائل سننے کے بعد کیس کی سماعت ملتوی کر دی۔ ترجمان کے مطابق عالمی — [13, 571, 187, 997]
continuation-title: فیصل واوڈا — [1156, 47, 1241, 80]
continuation-tag: بقیہ — [504, 1010, 552, 1042]
continuation-title: وفتر خارجہ — [788, 1226, 873, 1259]
continuation-title: قائم — [972, 706, 1057, 739]
continuation-tag: بقیہ — [1424, 442, 1473, 475]
page-number: [5] — [8, 6, 35, 25]
continuation-heading — [749, 1225, 922, 1260]
continuation-title: مینجمنٹ — [1156, 442, 1241, 475]
continuation-title: پاکستان — [788, 47, 873, 80]
continuation-number: 20 — [750, 47, 788, 80]
continuation-heading — [1116, 1625, 1290, 1659]
continuation-tag: بقیہ — [689, 47, 737, 80]
continuation-title: رشید — [1340, 442, 1424, 475]
continuation-number: 11 — [1117, 1626, 1156, 1658]
continuation-heading — [564, 1490, 737, 1525]
continuation-title — [1340, 836, 1424, 869]
continuation-heading — [564, 527, 737, 562]
continuation-number: 45 — [13, 1491, 52, 1524]
continuation-title: الاٹ — [972, 377, 1057, 410]
article-body-text: ان کا سینئر ترین حصہ ہے جس پر پاکستان کی عوامی قیادت ساتھ مل کر کام کر رہی ہے۔ انہوں نے کہا کہ موجودہ حالات میں قومی یکجہتی کی اشد ضرورت ہے اور حکومت عوام کو ریلیف فراہم کرنے کے لئے تمام ممکنہ اقدامات کر رہی ہے۔ اجلاس میں ملکی معاشی صورتحال، توانائی کے شعبے کی اصلاحات اور ترقیاتی منصوبوں پر تفصیلی غور کیا گیا۔ وزیراعظم نے ہدایت کی کہ تمام منصوبے مقررہ مدت میں مکمل کئے جائیں اور شفافیت کو یقینی بنایا جائے۔ اس موقع پر وفاقی وزراء اور اعلیٰ حکام بھی موجود تھے۔ عدالت نے فریقین کے دلائل سننے کے بعد کیس کی سماعت ملتوی کر دی۔ ترجمان کے مطابق عالمی سطح پر پاکستان کے مؤقف کو پذیرائی مل رہی ہے۔ ان کا سینئر ترین حصہ ہے جس پر پاکستان کی عوامی قیادت ساتھ مل کر کام کر رہی ہے۔ انہوں نے کہا — [748, 1858, 922, 2393]
continuation-heading — [380, 527, 553, 562]
continuation-title: مشق — [236, 334, 320, 367]
